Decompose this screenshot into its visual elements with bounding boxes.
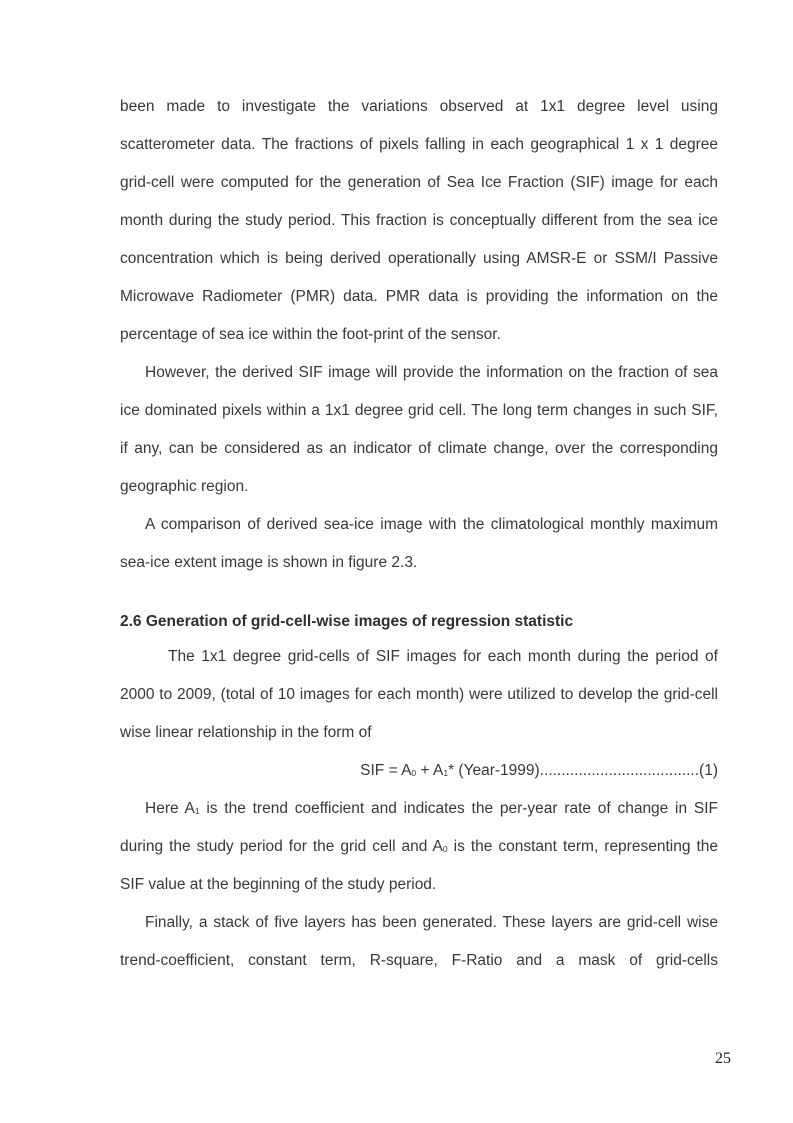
equation-subscript-one: 1	[443, 768, 449, 778]
p5-text-2: is the trend coefficient and indicates the per-year rate of change in SIF during the study period for the grid cell and A	[120, 800, 718, 855]
paragraph-grid-cells-regression: The 1x1 degree grid-cells of SIF images for each month during the period of 2000 to 2009, (total of 10 images for each month) were utilized to develop the grid-cell wise linear relationship in the form of	[120, 648, 718, 741]
section-heading-2-6: 2.6 Generation of grid-cell-wise images of regression statistic	[120, 613, 574, 630]
paragraph-derived-sif-info: However, the derived SIF image will provide the information on the fraction of sea ice dominated pixels within a 1x1 degree grid cell. The long term changes in such SIF, if any, can be considered as an indicator of climate change, over the corresponding geographic region.	[120, 364, 718, 495]
paragraph-continuation-sif-generation: been made to investigate the variations observed at 1x1 degree level using scatterometer data. The fractions of pixels falling in each geographical 1 x 1 degree grid-cell were computed for the generation of Sea Ice Fraction (SIF) image for each month during the study period. This fraction is conceptually different from the sea ice concentration which is being derived operationally using AMSR-E or SSM/I Passive Microwave Radiometer (PMR) data. PMR data is providing the information on the percentage of sea ice within the foot-print of the sensor.	[120, 98, 718, 343]
equation-subscript-zero: 0	[411, 768, 417, 778]
equation-middle: + A	[416, 762, 444, 779]
p5-text-1: Here A	[145, 800, 195, 817]
paragraph-coefficient-explanation	[120, 790, 718, 904]
equation-dot-leader: .....................................	[539, 762, 700, 779]
page-number: 25	[715, 1050, 731, 1067]
equation-lhs: SIF = A	[360, 762, 412, 779]
equation-1-sif-regression	[120, 752, 718, 790]
equation-rhs: * (Year-1999)	[448, 762, 540, 779]
p5-subscript-one: 1	[194, 806, 200, 816]
equation-number: (1)	[699, 762, 718, 779]
p5-subscript-zero: 0	[442, 844, 448, 854]
paragraph-comparison-figure-2-3: A comparison of derived sea-ice image with the climatological monthly maximum sea-ice extent image is shown in figure 2.3.	[120, 516, 718, 571]
page-body-text	[120, 88, 718, 980]
paragraph-five-layers-stack: Finally, a stack of five layers has been generated. These layers are grid-cell wise trend-coefficient, constant term, R-square, F-Ratio and a mask of grid-cells	[120, 914, 718, 969]
p5-text-3: is the constant term, representing the SIF value at the beginning of the study period.	[120, 838, 718, 893]
